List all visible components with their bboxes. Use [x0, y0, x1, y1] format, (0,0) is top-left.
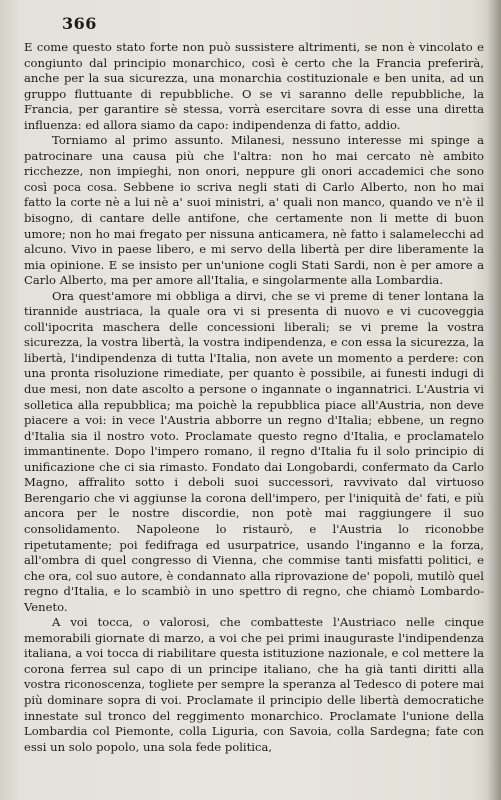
- paragraph-1: E come questo stato forte non può sussistere altrimenti, se non è vincolato e congiunto dal principio monarchico, così è certo che la Francia preferirà, anche per la sua sicurezza, una monarchia costituzionale e ben unita, ad un gruppo fluttuante di repubbliche. O se vi saranno delle repubbliche, la Francia, per garantire sè stessa, vorrà esercitare sovra di esse una diretta influenza: ed allora siamo da capo: indipendenza di fatto, addio.: [24, 40, 484, 132]
- paragraph-2: Torniamo al primo assunto. Milanesi, nessuno interesse mi spinge a patrocinare una causa più che l'altra: non ho mai cercato nè ambito ricchezze, non impieghi, non onori, neppure gli onori accademici che sono così poca cosa. Sebbene io scriva negli stati di Carlo Alberto, non ho mai fatto la corte nè a lui nè a' suoi ministri, a' quali non manco, quando ve n'è il bisogno, di cantare delle antifone, che certamente non li mette di buon umore; non ho mai fregato per nissuna anticamera, nè fatto i salamelecchi ad alcuno. Vivo in paese libero, e mi servo della libertà per dire liberamente la mia opinione. E se insisto per un'unione cogli Stati Sardi, non è per amore a Carlo Alberto, ma per amore all'Italia, e singolarmente alla Lombardia.: [24, 133, 484, 288]
- paragraph-3: Ora quest'amore mi obbliga a dirvi, che se vi preme di tener lontana la tirannide austriaca, la quale ora vi si presenta di nuovo e vi cucoveggia coll'ipocrita maschera delle concessioni liberali; se vi preme la vostra sicurezza, la vostra libertà, la vostra indipendenza, e con essa la sicurezza, la libertà, l'indipendenza di tutta l'Italia, non avete un momento a perdere: con una pronta risoluzione rimediate, per quanto è possibile, ai funesti indugi di due mesi, non date ascolto a persone o ingannate o ingannatrici. L'Austria vi solletica alla repubblica; ma poichè la repubblica piace all'Austria, non deve piacere a voi: in vece l'Austria abborre un regno d'Italia; ebbene, un regno d'Italia sia il nostro voto. Proclamate questo regno d'Italia, e proclamatelo immantinente. Dopo l'impero romano, il regno d'Italia fu il solo principio di unificazione che ci sia rimasto. Fondato dai Longobardi, confermato da Carlo Magno, affralito sotto i deboli suoi successori, ravvivato dal virtuoso Berengario che vi aggiunse la corona dell'impero, per l'iniquità de' fati, e più ancora per le nostre discordie, non potè mai raggiungere il suo consolidamento. Napoleone lo ristaurò, e l'Austria lo riconobbe ripetutamente; poi fedifraga ed usurpatrice, usando l'inganno e la forza, all'ombra di quel congresso di Vienna, che commise tanti misfatti politici, e che ora, col suo autore, è condannato alla riprovazione de' popoli, mutilò quel regno d'Italia, e lo scambiò in uno spettro di regno, che chiamò Lombardo-Veneto.: [24, 288, 484, 614]
- paragraph-4: A voi tocca, o valorosi, che combatteste l'Austriaco nelle cinque memorabili giornate di marzo, a voi che pei primi inauguraste l'indipendenza italiana, a voi tocca di riabilitare questa istituzione nazionale, e col mettere la corona ferrea sul capo di un principe italiano, che ha già tanti diritti alla vostra riconoscenza, togliete per sempre la speranza al Tedesco di potere mai più dominare sopra di voi. Proclamate il principio delle libertà democratiche innestate sul tronco del reggimento monarchico. Proclamate l'unione della Lombardia col Piemonte, colla Liguria, con Savoia, colla Sardegna; fate con essi un solo popolo, una sola fede politica,: [24, 615, 484, 754]
- page-number: 366: [62, 14, 97, 33]
- page-edge-shadow: [487, 0, 501, 800]
- body-text: [24, 40, 484, 755]
